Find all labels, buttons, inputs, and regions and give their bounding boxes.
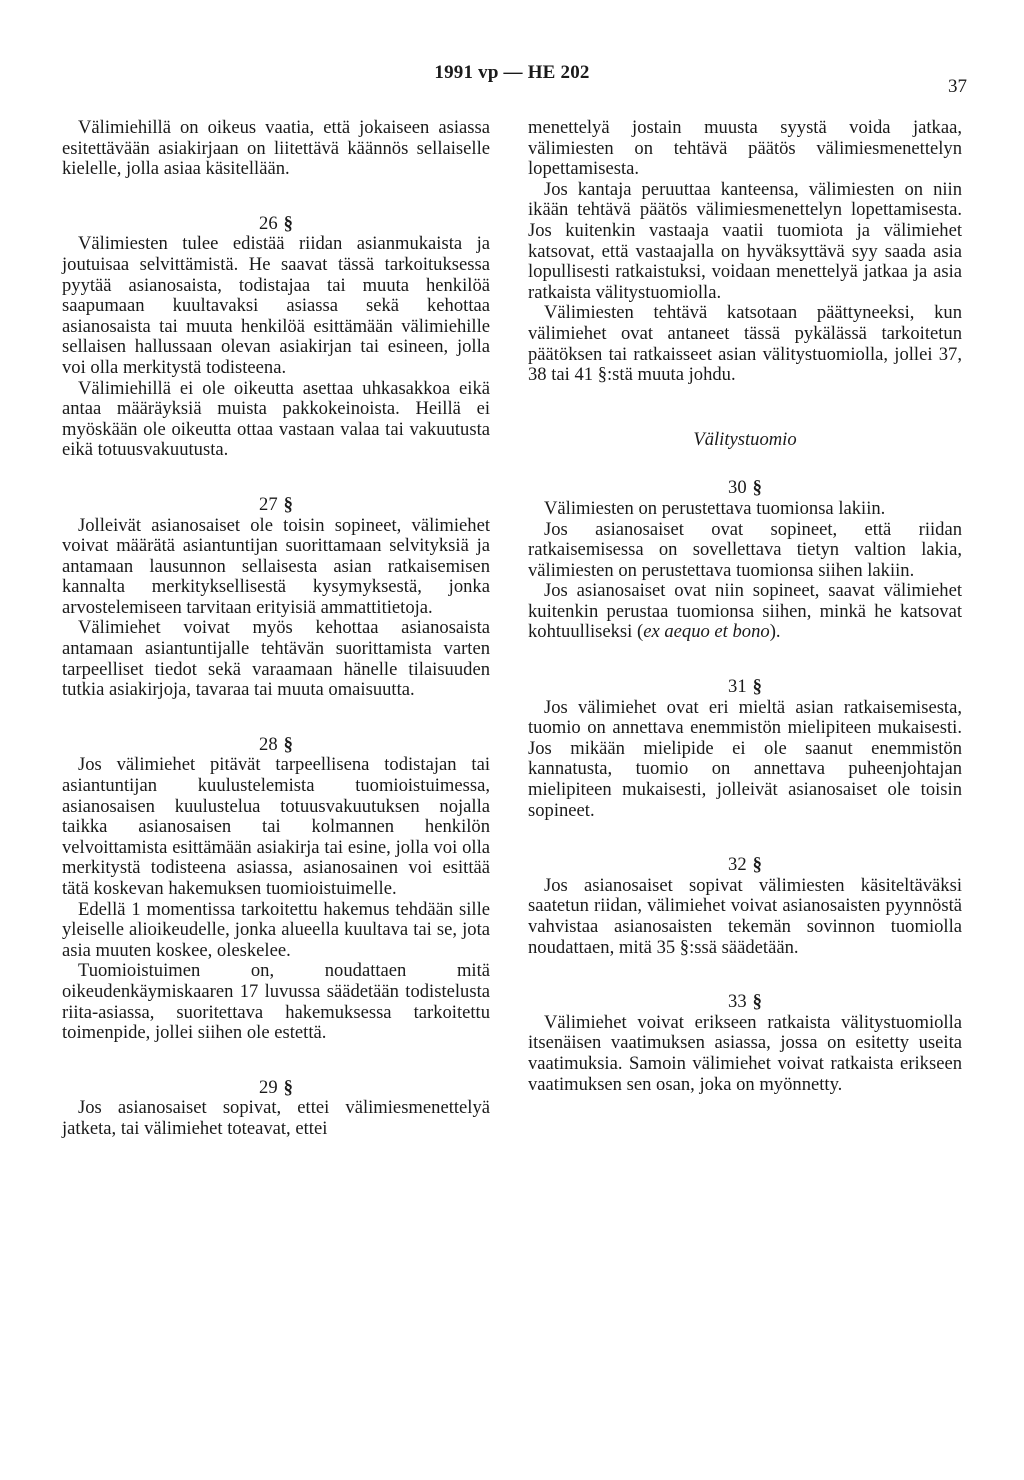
- paragraph: Jos asianosaiset sopivat välimiesten käsiteltäväksi saatetun riidan, välimiehet voivat asianosaisten pyynnöstä vahvistaa asianosaisten tekemän sovinnon tuomiolla noudattaen, mitä 35 §:ssä säädetään.: [528, 874, 962, 958]
- section-symbol: §: [752, 477, 762, 499]
- paragraph: Jos asianosaiset ovat niin sopineet, saavat välimiehet kuitenkin perustaa tuomionsa siihen, minkä he katsovat kohtuulliseksi (ex aequo et bono).: [528, 580, 962, 643]
- section-symbol: §: [283, 493, 293, 515]
- latin-phrase: ex aequo et bono: [643, 621, 770, 643]
- section-symbol: §: [752, 991, 762, 1013]
- paragraph: Jos välimiehet ovat eri mieltä asian ratkaisemisesta, tuomio on annettava enemmistön mielipiteen mukaisesti. Jos mikään mielipide ei ole saanut enemmistön kannatusta, tuomio on annettava puheenjohtajan mielipiteen mukaisesti, jolleivät asianosaiset ole toisin sopineet.: [528, 696, 962, 821]
- right-column: [528, 118, 962, 1095]
- paragraph: Jos välimiehet pitävät tarpeellisena todistajan tai asiantuntijan kuulustelemista tuomioistuimessa, asianosaisen kuulustelua totuusvakuutuksen nojalla taikka asianosaisen tai kolmannen henkilön velvoittamista esittämään asiakirja tai esine, jolla voi olla merkitystä todisteena asiassa, asianosainen voi esittää tätä koskevan hakemuksen tuomioistuimelle.: [62, 754, 490, 899]
- paragraph: Välimiehillä ei ole oikeutta asettaa uhkasakkoa eikä antaa määräyksiä muista pakkokeinoista. Heillä ei myöskään ole oikeutta ottaa vastaan valaa tai vakuutusta eikä totuusvakuutusta.: [62, 377, 490, 461]
- paragraph: Tuomioistuimen on, noudattaen mitä oikeudenkäymiskaaren 17 luvussa säädetään todistelusta riita-asiassa, suoritettava hakemuksessa tarkoitettu toimenpide, jollei siihen ole estettä.: [62, 960, 490, 1044]
- section-symbol: §: [283, 1076, 293, 1098]
- chapter-title: Välitystuomio: [693, 428, 797, 450]
- section-number: 33: [728, 991, 747, 1013]
- paragraph: menettelyä jostain muusta syystä voida jatkaa, välimiesten on tehtävä päätös välimiesmenettelyn lopettamisesta.: [528, 117, 962, 180]
- section-number: 28: [259, 733, 278, 755]
- section-symbol: §: [752, 854, 762, 876]
- section-number: 26: [259, 212, 278, 234]
- paragraph: Edellä 1 momentissa tarkoitettu hakemus tehdään sille yleiselle alioikeudelle, jonka alueella kuultava tai se, jota asia muuten koskee, oleskelee.: [62, 898, 490, 961]
- section-heading-27: [62, 495, 490, 516]
- paragraph: Välimiehet voivat erikseen ratkaista välitystuomiolla itsenäisen vaatimuksen asiassa, jossa on esitetty useita vaatimuksia. Samoin välimiehet voivat ratkaista erikseen vaatimuksen sen osan, joka on myönnetty.: [528, 1011, 962, 1095]
- section-number: 32: [728, 854, 747, 876]
- section-symbol: §: [283, 212, 293, 234]
- paragraph: Jos kantaja peruuttaa kanteensa, välimiesten on niin ikään tehtävä päätös välimiesmenettelyn lopettamisesta. Jos kuitenkin vastaaja vaatii tuomiota ja välimiehet katsovat, että vastaajalla on hyväksyttävä syy saada asia lopullisesti ratkaistuksi, voidaan menettelyä jatkaa ja asia ratkaista välitystuomiolla.: [528, 178, 962, 303]
- left-column: [62, 118, 490, 1140]
- running-title: 1991 vp — HE 202: [434, 62, 590, 83]
- section-heading-33: [528, 992, 962, 1013]
- paragraph: Välimiesten on perustettava tuomionsa lakiin.: [544, 497, 886, 519]
- section-heading-31: [528, 677, 962, 698]
- paragraph: Välimiehet voivat myös kehottaa asianosaista antamaan asiantuntijalle tehtävän suorittamista varten tarpeelliset tiedot sekä varaamaan hänelle tilaisuuden tutkia asiakirjoja, tavaraa tai muuta omaisuutta.: [62, 617, 490, 701]
- paragraph: Jos asianosaiset sopivat, ettei välimiesmenettelyä jatketa, tai välimiehet toteavat, ettei: [62, 1097, 490, 1139]
- paragraph: Välimiesten tehtävä katsotaan päättyneeksi, kun välimiehet ovat antaneet tässä pykälässä tarkoitetun päätöksen tai ratkaisseet asian välitystuomiolla, jollei 37, 38 tai 41 §:stä muuta johdu.: [528, 302, 962, 386]
- paragraph: Välimiesten tulee edistää riidan asianmukaista ja joutuisaa selvittämistä. He saavat tässä tarkoituksessa pyytää asianosaista, todistajaa tai muuta henkilöä saapumaan kuultavaksi asiassa sekä kehottaa asianosaista tai muuta henkilöä esittämään välimiehille sellaisen hallussaan olevan asiakirjan tai esineen, jolla voi olla merkitystä todisteena.: [62, 233, 490, 378]
- section-number: 30: [728, 477, 747, 499]
- section-number: 27: [259, 493, 278, 515]
- section-heading-26: [62, 214, 490, 235]
- page-header: [0, 62, 1024, 96]
- paragraph: Välimiehillä on oikeus vaatia, että jokaiseen asiassa esitettävään asiakirjaan on liitettävä käännös sellaiselle kielelle, jolla asiaa käsitellään.: [62, 117, 490, 180]
- page-number: 37: [948, 76, 967, 97]
- section-heading-29: [62, 1078, 490, 1099]
- section-number: 31: [728, 676, 747, 698]
- section-number: 29: [259, 1076, 278, 1098]
- section-heading-32: [528, 855, 962, 876]
- paragraph: Jos asianosaiset ovat sopineet, että riidan ratkaisemisessa on sovellettava tietyn valtion lakia, välimiesten on perustettava tuomionsa siihen lakiin.: [528, 518, 962, 581]
- section-heading-30: [528, 478, 962, 499]
- section-symbol: §: [283, 733, 293, 755]
- paragraph: Jolleivät asianosaiset ole toisin sopineet, välimiehet voivat määrätä asiantuntijan suorittamaan selvityksiä ja antamaan lausunnon sellaisesta asian ratkaisemisen kannalta merkityksellisestä kysymyksestä, jonka arvostelemiseen tarvitaan erityisiä ammattitietoja.: [62, 514, 490, 618]
- section-symbol: §: [752, 676, 762, 698]
- section-heading-28: [62, 735, 490, 756]
